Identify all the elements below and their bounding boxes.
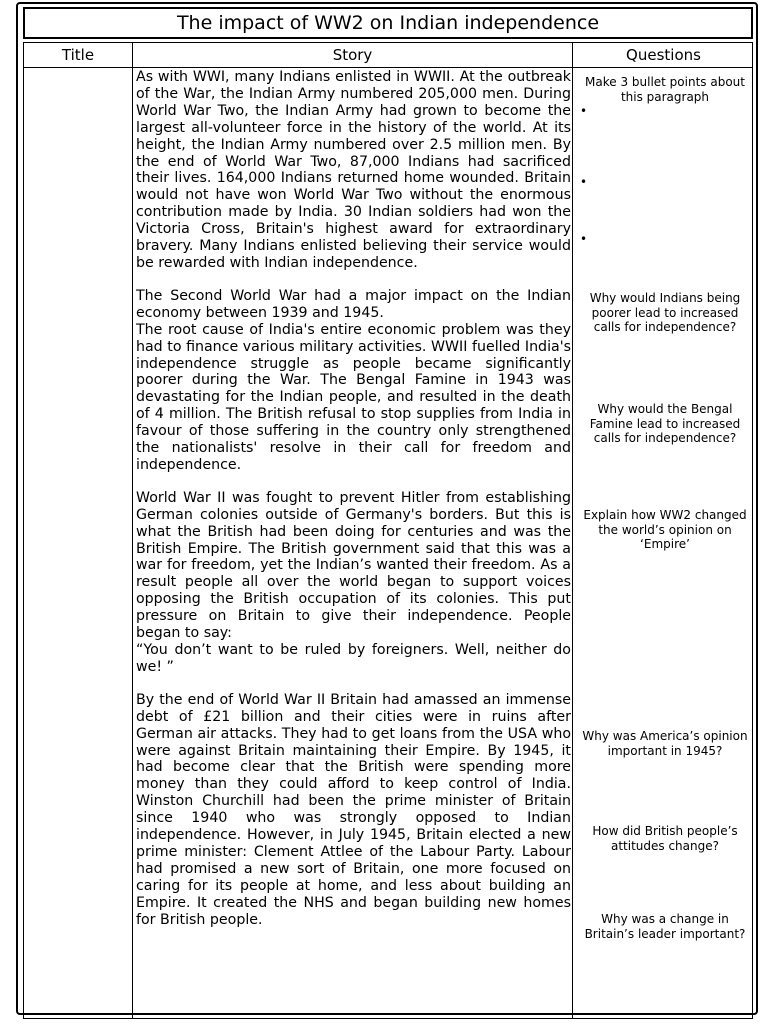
header-story: Story xyxy=(332,46,373,64)
page-title: The impact of WW2 on Indian independence xyxy=(23,7,753,39)
story-paragraph-empire: World War II was fought to prevent Hitler from establishing German colonies outside of Germany's borders. But this is what the British had been doing for centuries and was the British Empire. The British government said that this was a war for freedom, yet the Indian’s wanted their freedom. As a result people all over the world began to support voices opposing the British occupation of its colonies. This put pressure on Britain to give their independence. People began to say: xyxy=(136,489,571,642)
question-leader-change: Why was a change in Britain’s leader important? xyxy=(584,912,746,941)
question-british-attitudes: How did British people’s attitudes change? xyxy=(592,824,738,853)
question-bengal-famine: Why would the Bengal Famine lead to increased calls for independence? xyxy=(589,402,741,445)
worksheet-table xyxy=(23,42,753,1019)
question-empire-opinion: Explain how WW2 changed the world’s opinion on ‘Empire’ xyxy=(583,508,747,551)
story-paragraph-debt: By the end of World War II Britain had amassed an immense debt of £21 billion and their cities were in ruins after German air attacks. They had to get loans from the USA who were against Britain maintaining their Empire. By 1945, it had become clear that the British were spending more money than they could afford to keep control of India. Winston Churchill had been the prime minister of Britain since 1940 who was strongly opposed to Indian independence. However, in July 1945, Britain elected a new prime minister: Clement Attlee of the Labour Party. Labour had promised a new sort of Britain, one more focused on caring for its people at home, and less about building an Empire. It created the NHS and began building new homes for British people. xyxy=(136,691,571,928)
question-america: Why was America’s opinion important in 1945? xyxy=(582,729,748,758)
question-poverty: Why would Indians being poorer lead to increased calls for independence? xyxy=(589,291,741,334)
bullet-point-2: • xyxy=(580,175,588,189)
worksheet-page xyxy=(16,2,758,1015)
header-questions: Questions xyxy=(626,46,701,64)
question-bullet-points: Make 3 bullet points about this paragraph xyxy=(585,75,745,104)
story-column xyxy=(136,69,571,929)
story-paragraph-economy: The root cause of India's entire economic problem was they had to finance various military activities. WWII fuelled India's independence struggle as people became significantly poorer during the War. The Bengal Famine in 1943 was devastating for the Indian people, and resulted in the death of 4 million. The British refusal to stop supplies from India in favour of those suffering in the country only strengthened the nationalists' resolve in their call for freedom and independence. xyxy=(136,321,571,473)
story-paragraph-quote: “You don’t want to be ruled by foreigners. Well, neither do we! ” xyxy=(136,642,571,675)
column-divider-1 xyxy=(132,43,133,1018)
story-paragraph-economy-intro: The Second World War had a major impact on the Indian economy between 1939 and 1945. xyxy=(136,287,571,321)
story-paragraph-enlistment: As with WWI, many Indians enlisted in WWII. At the outbreak of the War, the Indian Army numbered 205,000 men. During World War Two, the Indian Army had grown to become the largest all-volunteer force in the history of the world. At its height, the Indian Army numbered over 2.5 million men. By the end of World War Two, 87,000 Indians had sacrificed their lives. 164,000 Indians returned home wounded. Britain would not have won World War Two without the enormous contribution made by India. 30 Indian soldiers had won the Victoria Cross, Britain's highest award for extraordinary bravery. Many Indians enlisted believing their service would be rewarded with Indian independence. xyxy=(136,69,571,271)
column-divider-2 xyxy=(572,43,573,1018)
bullet-point-1: • xyxy=(580,104,588,118)
header-title: Title xyxy=(61,46,95,64)
header-divider xyxy=(24,67,752,68)
bullet-point-3: • xyxy=(580,232,588,246)
